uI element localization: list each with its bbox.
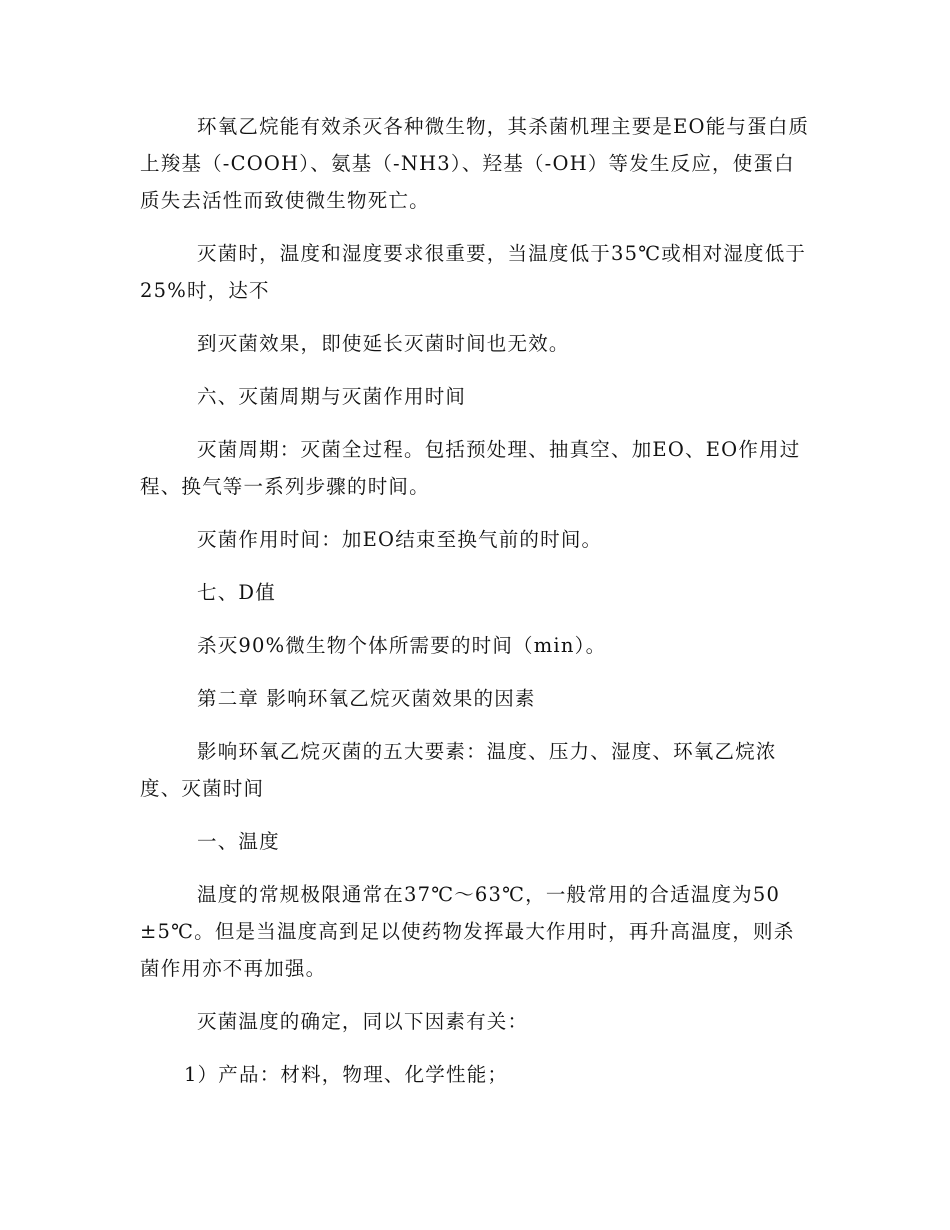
paragraph-action-time: 灭菌作用时间：加EO结束至换气前的时间。 xyxy=(197,528,603,551)
section-heading-d-value: 七、D值 xyxy=(197,581,276,604)
paragraph-temperature-humidity: 灭菌时，温度和湿度要求很重要，当温度低于35℃或相对湿度低于25%时，达不 xyxy=(140,242,807,302)
chapter-heading: 第二章 影响环氧乙烷灭菌效果的因素 xyxy=(197,687,536,710)
section-heading-sterilization-cycle: 六、灭菌周期与灭菌作用时间 xyxy=(197,385,467,408)
paragraph-temperature-factors: 灭菌温度的确定，同以下因素有关： xyxy=(197,1010,529,1033)
paragraph-sterilization-cycle: 灭菌周期：灭菌全过程。包括预处理、抽真空、加EO、EO作用过程、换气等一系列步骤的时间。 xyxy=(140,438,801,498)
section-heading-temperature: 一、温度 xyxy=(197,830,280,853)
paragraph-temperature-limits: 温度的常规极限通常在37℃～63℃，一般常用的合适温度为50±5℃。但是当温度高到足以使药物发挥最大作用时，再升高温度，则杀菌作用亦不再加强。 xyxy=(140,883,795,980)
paragraph-no-effect: 到灭菌效果，即使延长灭菌时间也无效。 xyxy=(197,332,570,355)
paragraph-eo-mechanism: 环氧乙烷能有效杀灭各种微生物，其杀菌机理主要是EO能与蛋白质上羧基（-COOH）、氨基（-NH3）、羟基（-OH）等发生反应，使蛋白质失去活性而致使微生物死亡。 xyxy=(140,115,810,212)
paragraph-d-value: 杀灭90%微生物个体所需要的时间（min）。 xyxy=(197,634,607,657)
list-item-product: 1）产品：材料，物理、化学性能； xyxy=(184,1063,509,1086)
paragraph-five-factors: 影响环氧乙烷灭菌的五大要素：温度、压力、湿度、环氧乙烷浓度、灭菌时间 xyxy=(140,740,777,800)
